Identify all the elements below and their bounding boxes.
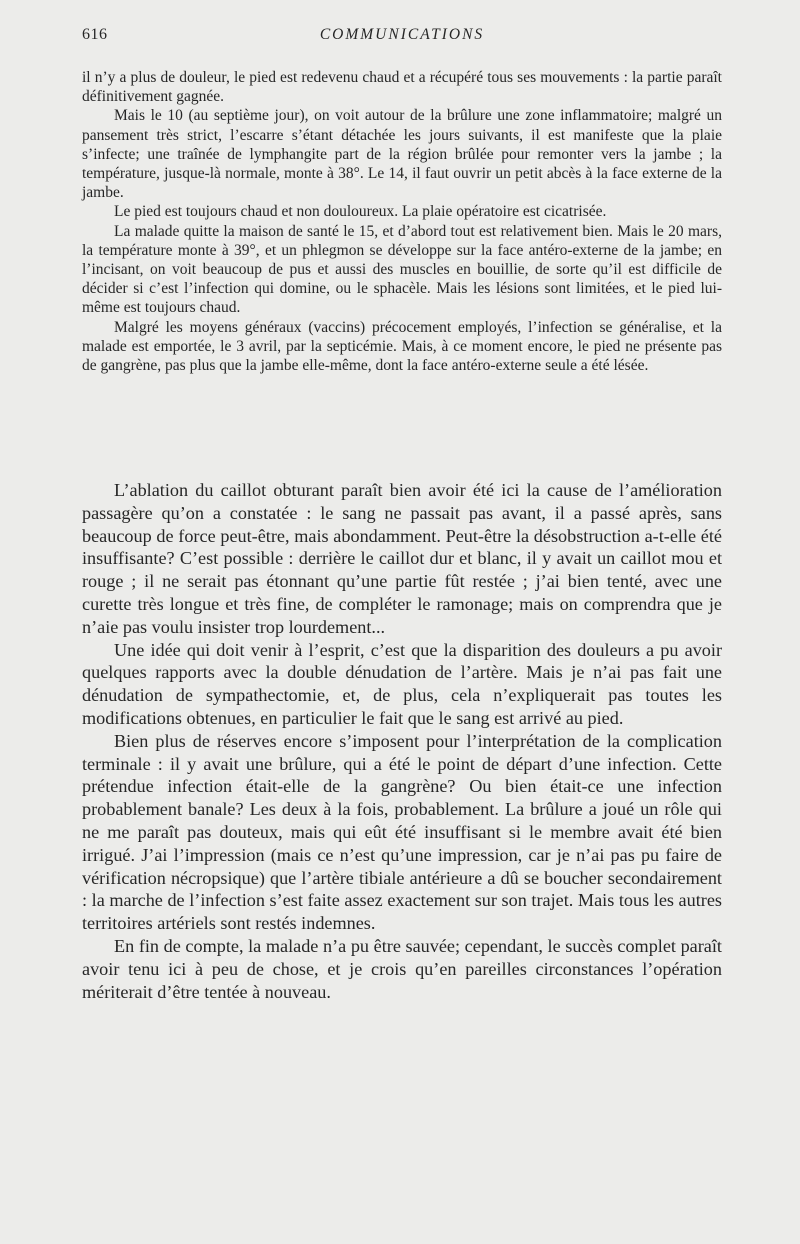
case-paragraph: La malade quitte la maison de santé le 15, et d’abord tout est relativement bien. Mais le 20 mars, la température monte à 39°, et un phlegmon se développe sur la face antéro-externe de la jambe; en l’incisant, on voit beaucoup de pus et aussi des muscles en bouillie, de sorte qu’il est difficile de décider si c’est l’infection qui domine, ou le sphacèle. Mais les lésions sont limitées, et le pied lui-même est toujours chaud. xyxy=(82,222,722,317)
page-number: 616 xyxy=(82,26,108,43)
discussion-section xyxy=(82,479,722,1003)
discussion-paragraph: L’ablation du caillot obturant paraît bien avoir été ici la cause de l’amélioration passagère qu’on a constatée : le sang ne passait pas avant, il a passé après, sans beaucoup de force peut-être, mais abondamment. Peut-être la désobstruction a-t-elle été insuffisante? C’est possible : derrière le caillot dur et blanc, il y avait un caillot mou et rouge ; il ne serait pas étonnant qu’une partie fût restée ; j’ai bien tenté, avec une curette très longue et très fine, de compléter le ramonage; mais on comprendra que je n’aie pas voulu insister trop lourdement... xyxy=(82,480,722,637)
case-paragraph: Mais le 10 (au septième jour), on voit autour de la brûlure une zone inflammatoire; malgré un pansement très strict, l’escarre s’étant détachée les jours suivants, il est manifeste que la plaie s’infecte; une traînée de lymphangite part de la région brûlée pour remonter vers la jambe ; la température, jusque-là normale, monte à 38°. Le 14, il faut ouvrir un petit abcès à la face externe de la jambe. xyxy=(82,107,722,202)
running-head: COMMUNICATIONS xyxy=(319,26,485,43)
case-paragraph: Le pied est toujours chaud et non douloureux. La plaie opératoire est cicatrisée. xyxy=(114,203,607,221)
discussion-paragraph: Bien plus de réserves encore s’imposent pour l’interprétation de la complication terminale : il y avait une brûlure, qui a été le point de départ d’une infection. Cette prétendue infection était-elle de la gangrène? Ou bien était-ce une infection probablement banale? Les deux à la fois, probablement. La brûlure a joué un rôle qui ne me paraît pas douteux, mais qui eût été insuffisant si le membre avait été bien irrigué. J’ai l’impression (mais ce n’est qu’une impression, car je n’ai pas pu faire de vérification nécropsique) que l’artère tibiale antérieure a dû se boucher secondairement : la marche de l’infection s’est faite assez exactement sur son trajet. Mais tous les autres territoires artériels sont restés indemnes. xyxy=(82,730,722,934)
case-paragraph: il n’y a plus de douleur, le pied est redevenu chaud et a récupéré tous ses mouvements : la partie paraît définitivement gagnée. xyxy=(82,69,722,106)
discussion-paragraph: En fin de compte, la malade n’a pu être sauvée; cependant, le succès complet paraît avoir tenu ici à peu de chose, et je crois qu’en pareilles circonstances l’opération mériterait d’être tentée à nouveau. xyxy=(82,935,722,1002)
page-header xyxy=(82,26,722,50)
discussion-paragraph: Une idée qui doit venir à l’esprit, c’est que la disparition des douleurs a pu avoir quelques rapports avec la double dénudation de l’artère. Mais je n’ai pas fait une dénudation de sympathectomie, et, de plus, cela n’expliquerait pas toutes les modifications obtenues, en particulier le fait que le sang est arrivé au pied. xyxy=(82,639,722,728)
case-report-section xyxy=(82,68,722,375)
case-paragraph: Malgré les moyens généraux (vaccins) précocement employés, l’infection se généralise, et la malade est emportée, le 3 avril, par la septicémie. Mais, à ce moment encore, le pied ne présente pas de gangrène, pas plus que la jambe elle-même, dont la face antéro-externe seule a été lésée. xyxy=(82,318,722,375)
